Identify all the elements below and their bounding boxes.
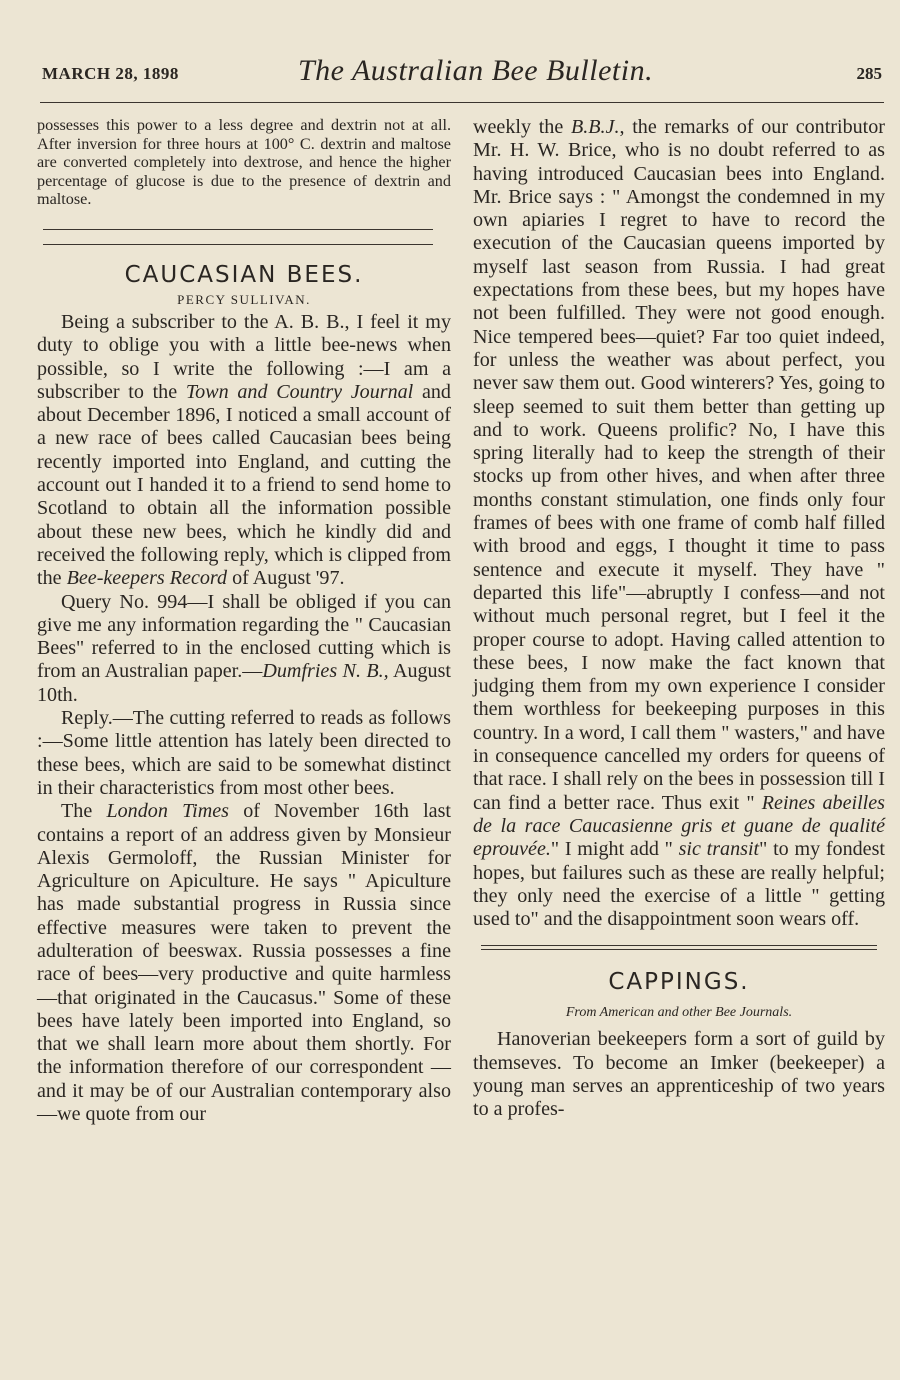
- article-paragraph: Being a subscriber to the A. B. B., I feel it my duty to oblige you with a little bee-news when possible, so I write the following :—I am a subscriber to the Town and Country Journal and about December 1896, I noticed a small account of a new race of bees called Caucasian bees being recently imported into England, and cutting the account out I handed it to a friend to send home to Scotland to obtain all the information possible about these new bees, which he kindly did and received the following reply, which is clipped from the Bee-keepers Record of August '97.: [37, 310, 451, 590]
- section-title: CAPPINGS.: [608, 969, 750, 996]
- divider-rule: [43, 244, 433, 245]
- divider-rule: [481, 945, 877, 946]
- left-column: [37, 116, 451, 1126]
- header-journal-title: The Australian Bee Bulletin.: [298, 54, 654, 87]
- page-header: [40, 54, 884, 100]
- header-page-number: 285: [856, 64, 882, 83]
- section-subtitle: From American and other Bee Journals.: [565, 1005, 793, 1021]
- article-paragraph: weekly the B.B.J., the remarks of our contributor Mr. H. W. Brice, who is no doubt referred to as having introduced Caucasian bees into England. Mr. Brice says : " Amongst the condemned in my own apiaries I regret to have to record the execution of the Caucasian queens imported by myself last season from Russia. I had great expectations from these bees, but my hopes have not been fulfilled. They were not good enough. Nice tempered bees—quiet? Far too quiet indeed, for unless the weather was about perfect, you never saw them out. Good winterers? Yes, going to sleep seemed to suit them better than getting up and to work. Queens prolific? No, I have this spring literally had to keep the strength of their stocks up from other hives, and when after three months constant stimulation, one finds only four frames of bees with one frame of comb half filled with brood and eggs, I thought it time to pass sentence and execute it myself. They have " departed this life"—abruptly I confess—and not without much personal regret, but I feel it the proper course to adopt. Having called attention to these bees, I now make the fact known that judging them from my own experience I consider them worthless for beekeeping purposes in this country. In a word, I call them " wasters," and have in consequence cancelled my orders for queens of that race. I shall rely on the bees in possession till I can find a better race. Thus exit " Reines abeilles de la race Caucasienne gris et guane de qualité eprouvée." I might add " sic transit" to my fondest hopes, but failures such as these are really helpful; they only need the exercise of a little " getting used to" and the disappointment soon wears off.: [473, 116, 886, 931]
- article-paragraph: Hanoverian beekeepers form a sort of guild by themseves. To become an Imker (beekeeper) a young man serves an apprenticeship of two years to a profes-: [473, 1028, 885, 1121]
- article-paragraph: Reply.—The cutting referred to reads as follows :—Some little attention has lately been directed to these bees, which are said to be somewhat distinct in their characteristics from most other bees.: [37, 707, 451, 799]
- article-title: CAUCASIAN BEES.: [124, 261, 364, 288]
- header-rule: [40, 102, 884, 103]
- divider-rule: [43, 229, 433, 230]
- article-byline: PERCY SULLIVAN.: [177, 291, 311, 307]
- divider-rule: [481, 949, 877, 950]
- right-column: [473, 116, 885, 1122]
- article-paragraph: The London Times of November 16th last contains a report of an address given by Monsieur Alexis Germoloff, the Russian Minister for Agriculture on Apiculture. He says " Apiculture has made substantial progress in Russia since effective measures were taken to prevent the adulteration of beeswax. Russia possesses a fine race of bees—very productive and quite harmless—that originated in the Caucasus." Some of these bees have lately been imported into England, so that we shall learn more about them shortly. For the information therefore of our correspondent —and it may be of our Australian contemporary also—we quote from our: [37, 800, 451, 1126]
- article-paragraph: Query No. 994—I shall be obliged if you can give me any information regarding the " Caucasian Bees" referred to in the enclosed cutting which is from an Australian paper.—Dumfries N. B., August 10th.: [37, 590, 451, 706]
- header-date: MARCH 28, 1898: [42, 64, 179, 83]
- continued-paragraph: possesses this power to a less degree and dextrin not at all. After inversion for three hours at 100° C. dextrin and maltose are converted completely into dextrose, and hence the higher percentage of glucose is due to the presence of dextrin and maltose.: [37, 116, 451, 209]
